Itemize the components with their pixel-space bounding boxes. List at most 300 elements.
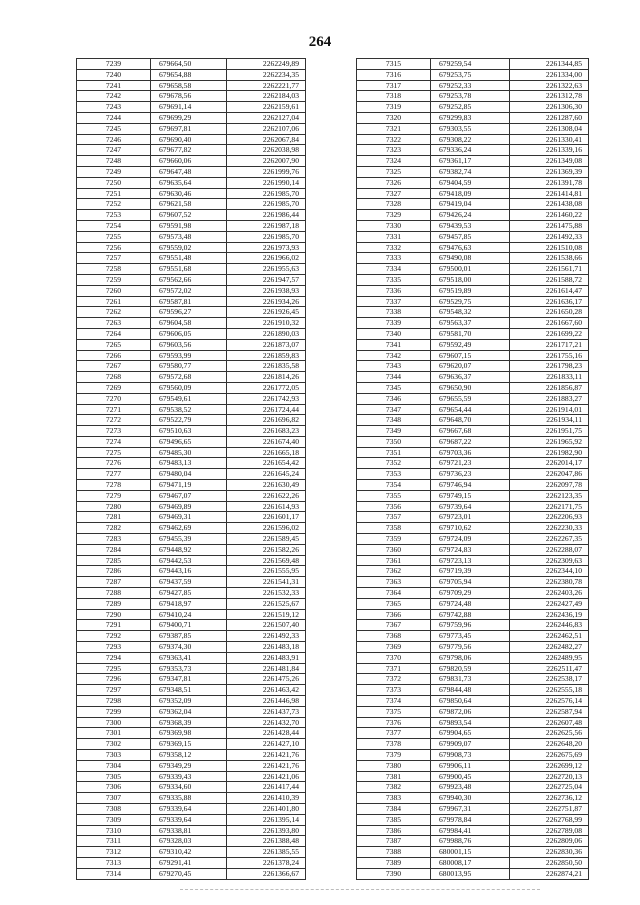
table-row [357, 166, 589, 177]
point-number-cell: 7379 [357, 750, 431, 761]
point-number-cell: 7390 [357, 868, 431, 879]
table-row [357, 814, 589, 825]
table-row [77, 166, 306, 177]
point-number-cell: 7388 [357, 847, 431, 858]
point-number-cell: 7307 [77, 793, 151, 804]
point-number-cell: 7277 [77, 469, 151, 480]
point-number-cell: 7266 [77, 350, 151, 361]
table-row [77, 825, 306, 836]
table-row [357, 156, 589, 167]
table-row [357, 210, 589, 221]
table-row [77, 577, 306, 588]
table-row [77, 253, 306, 264]
table-row [357, 112, 589, 123]
point-number-cell: 7360 [357, 544, 431, 555]
table-row [77, 220, 306, 231]
x-coordinate-cell: 679387,85 [151, 631, 227, 642]
point-number-cell: 7336 [357, 285, 431, 296]
table-row [77, 631, 306, 642]
point-number-cell: 7258 [77, 264, 151, 275]
point-number-cell: 7311 [77, 836, 151, 847]
y-coordinate-cell: 2261532,33 [227, 588, 306, 599]
y-coordinate-cell: 2261569,48 [227, 555, 306, 566]
x-coordinate-cell: 679560,09 [151, 382, 227, 393]
table-row [77, 469, 306, 480]
x-coordinate-cell: 679418,09 [431, 188, 510, 199]
point-number-cell: 7348 [357, 415, 431, 426]
table-row [357, 102, 589, 113]
table-row [357, 642, 589, 653]
x-coordinate-cell: 679490,08 [431, 253, 510, 264]
x-coordinate-cell: 679353,73 [151, 663, 227, 674]
point-number-cell: 7321 [357, 123, 431, 134]
table-row [357, 415, 589, 426]
table-row [357, 134, 589, 145]
point-number-cell: 7344 [357, 372, 431, 383]
y-coordinate-cell: 2262206,93 [510, 512, 589, 523]
point-number-cell: 7377 [357, 728, 431, 739]
table-row [357, 372, 589, 383]
table-row [357, 868, 589, 879]
y-coordinate-cell: 2261330,41 [510, 134, 589, 145]
y-coordinate-cell: 2261965,92 [510, 436, 589, 447]
table-row [357, 598, 589, 609]
x-coordinate-cell: 679581,70 [431, 328, 510, 339]
y-coordinate-cell: 2262555,18 [510, 685, 589, 696]
y-coordinate-cell: 2262344,10 [510, 566, 589, 577]
y-coordinate-cell: 2261934,26 [227, 296, 306, 307]
x-coordinate-cell: 679636,37 [431, 372, 510, 383]
x-coordinate-cell: 679400,71 [151, 620, 227, 631]
x-coordinate-cell: 679658,58 [151, 80, 227, 91]
table-row [357, 242, 589, 253]
x-coordinate-cell: 679872,06 [431, 706, 510, 717]
y-coordinate-cell: 2261982,90 [510, 447, 589, 458]
table-row [77, 814, 306, 825]
x-coordinate-cell: 679739,64 [431, 501, 510, 512]
table-row [357, 620, 589, 631]
x-coordinate-cell: 679759,96 [431, 620, 510, 631]
point-number-cell: 7254 [77, 220, 151, 231]
point-number-cell: 7284 [77, 544, 151, 555]
point-number-cell: 7245 [77, 123, 151, 134]
point-number-cell: 7326 [357, 177, 431, 188]
point-number-cell: 7316 [357, 69, 431, 80]
y-coordinate-cell: 2261421,76 [227, 760, 306, 771]
y-coordinate-cell: 2261665,18 [227, 447, 306, 458]
y-coordinate-cell: 2261492,33 [510, 231, 589, 242]
point-number-cell: 7327 [357, 188, 431, 199]
x-coordinate-cell: 679419,04 [431, 199, 510, 210]
table-row [357, 285, 589, 296]
y-coordinate-cell: 2261349,08 [510, 156, 589, 167]
point-number-cell: 7274 [77, 436, 151, 447]
x-coordinate-cell: 679909,07 [431, 739, 510, 750]
x-coordinate-cell: 679467,07 [151, 490, 227, 501]
y-coordinate-cell: 2261985,70 [227, 231, 306, 242]
x-coordinate-cell: 679427,85 [151, 588, 227, 599]
point-number-cell: 7331 [357, 231, 431, 242]
x-coordinate-cell: 679348,51 [151, 685, 227, 696]
table-row [357, 220, 589, 231]
y-coordinate-cell: 2261507,40 [227, 620, 306, 631]
table-row [77, 231, 306, 242]
table-row [357, 523, 589, 534]
x-coordinate-cell: 679270,45 [151, 868, 227, 879]
y-coordinate-cell: 2262751,87 [510, 803, 589, 814]
x-coordinate-cell: 679483,13 [151, 458, 227, 469]
x-coordinate-cell: 679572,02 [151, 285, 227, 296]
y-coordinate-cell: 2262699,12 [510, 760, 589, 771]
x-coordinate-cell: 680001,15 [431, 847, 510, 858]
x-coordinate-cell: 679978,84 [431, 814, 510, 825]
table-row [77, 620, 306, 631]
y-coordinate-cell: 2261614,93 [227, 501, 306, 512]
table-row [77, 685, 306, 696]
point-number-cell: 7363 [357, 577, 431, 588]
point-number-cell: 7301 [77, 728, 151, 739]
table-row [77, 328, 306, 339]
y-coordinate-cell: 2262427,49 [510, 598, 589, 609]
y-coordinate-cell: 2261555,95 [227, 566, 306, 577]
table-row [357, 696, 589, 707]
point-number-cell: 7352 [357, 458, 431, 469]
x-coordinate-cell: 679664,50 [151, 59, 227, 70]
y-coordinate-cell: 2262511,47 [510, 663, 589, 674]
point-number-cell: 7315 [357, 59, 431, 70]
point-number-cell: 7372 [357, 674, 431, 685]
x-coordinate-cell: 679339,64 [151, 803, 227, 814]
point-number-cell: 7292 [77, 631, 151, 642]
table-row [77, 642, 306, 653]
table-row [77, 350, 306, 361]
x-coordinate-cell: 679522,79 [151, 415, 227, 426]
x-coordinate-cell: 679724,83 [431, 544, 510, 555]
table-row [77, 307, 306, 318]
y-coordinate-cell: 2261287,60 [510, 112, 589, 123]
y-coordinate-cell: 2261427,10 [227, 739, 306, 750]
y-coordinate-cell: 2262874,21 [510, 868, 589, 879]
y-coordinate-cell: 2262587,94 [510, 706, 589, 717]
table-row [77, 382, 306, 393]
x-coordinate-cell: 679253,75 [431, 69, 510, 80]
x-coordinate-cell: 679496,65 [151, 436, 227, 447]
point-number-cell: 7351 [357, 447, 431, 458]
point-number-cell: 7350 [357, 436, 431, 447]
table-row [77, 426, 306, 437]
table-row [77, 145, 306, 156]
y-coordinate-cell: 2261589,45 [227, 534, 306, 545]
y-coordinate-cell: 2262047,86 [510, 469, 589, 480]
x-coordinate-cell: 679538,52 [151, 404, 227, 415]
x-coordinate-cell: 679591,98 [151, 220, 227, 231]
x-coordinate-cell: 679361,17 [431, 156, 510, 167]
point-number-cell: 7270 [77, 393, 151, 404]
point-number-cell: 7341 [357, 339, 431, 350]
x-coordinate-cell: 679655,59 [431, 393, 510, 404]
x-coordinate-cell: 679654,88 [151, 69, 227, 80]
x-coordinate-cell: 679650,90 [431, 382, 510, 393]
point-number-cell: 7376 [357, 717, 431, 728]
point-number-cell: 7330 [357, 220, 431, 231]
point-number-cell: 7246 [77, 134, 151, 145]
x-coordinate-cell: 679363,41 [151, 652, 227, 663]
table-row [357, 59, 589, 70]
table-row [77, 534, 306, 545]
table-row [357, 469, 589, 480]
point-number-cell: 7332 [357, 242, 431, 253]
y-coordinate-cell: 2261582,26 [227, 544, 306, 555]
point-number-cell: 7355 [357, 490, 431, 501]
table-row [357, 436, 589, 447]
x-coordinate-cell: 679699,29 [151, 112, 227, 123]
table-row [77, 69, 306, 80]
table-row [77, 782, 306, 793]
x-coordinate-cell: 679519,89 [431, 285, 510, 296]
y-coordinate-cell: 2261561,71 [510, 264, 589, 275]
point-number-cell: 7276 [77, 458, 151, 469]
x-coordinate-cell: 679844,48 [431, 685, 510, 696]
point-number-cell: 7269 [77, 382, 151, 393]
y-coordinate-cell: 2261926,45 [227, 307, 306, 318]
point-number-cell: 7353 [357, 469, 431, 480]
point-number-cell: 7356 [357, 501, 431, 512]
point-number-cell: 7281 [77, 512, 151, 523]
y-coordinate-cell: 2262648,20 [510, 739, 589, 750]
x-coordinate-cell: 679410,24 [151, 609, 227, 620]
y-coordinate-cell: 2262014,17 [510, 458, 589, 469]
table-row [357, 512, 589, 523]
y-coordinate-cell: 2261856,87 [510, 382, 589, 393]
x-coordinate-cell: 679721,23 [431, 458, 510, 469]
point-number-cell: 7329 [357, 210, 431, 221]
x-coordinate-cell: 679572,68 [151, 372, 227, 383]
coordinates-table-body [357, 59, 589, 880]
y-coordinate-cell: 2262789,08 [510, 825, 589, 836]
y-coordinate-cell: 2262850,50 [510, 857, 589, 868]
coordinates-table-right [356, 58, 589, 880]
y-coordinate-cell: 2261446,98 [227, 696, 306, 707]
point-number-cell: 7288 [77, 588, 151, 599]
y-coordinate-cell: 2261833,11 [510, 372, 589, 383]
y-coordinate-cell: 2262221,77 [227, 80, 306, 91]
x-coordinate-cell: 679291,41 [151, 857, 227, 868]
point-number-cell: 7320 [357, 112, 431, 123]
y-coordinate-cell: 2262097,78 [510, 480, 589, 491]
x-coordinate-cell: 679328,03 [151, 836, 227, 847]
table-row [77, 696, 306, 707]
y-coordinate-cell: 2261717,21 [510, 339, 589, 350]
point-number-cell: 7367 [357, 620, 431, 631]
y-coordinate-cell: 2261724,44 [227, 404, 306, 415]
point-number-cell: 7282 [77, 523, 151, 534]
table-row [357, 264, 589, 275]
y-coordinate-cell: 2262159,61 [227, 102, 306, 113]
x-coordinate-cell: 679630,46 [151, 188, 227, 199]
y-coordinate-cell: 2261622,26 [227, 490, 306, 501]
point-number-cell: 7368 [357, 631, 431, 642]
y-coordinate-cell: 2261938,93 [227, 285, 306, 296]
point-number-cell: 7285 [77, 555, 151, 566]
y-coordinate-cell: 2261385,55 [227, 847, 306, 858]
x-coordinate-cell: 679779,56 [431, 642, 510, 653]
y-coordinate-cell: 2261955,63 [227, 264, 306, 275]
x-coordinate-cell: 679404,59 [431, 177, 510, 188]
x-coordinate-cell: 679352,09 [151, 696, 227, 707]
table-row [357, 825, 589, 836]
x-coordinate-cell: 679606,05 [151, 328, 227, 339]
point-number-cell: 7361 [357, 555, 431, 566]
point-number-cell: 7328 [357, 199, 431, 210]
y-coordinate-cell: 2261859,83 [227, 350, 306, 361]
table-row [77, 750, 306, 761]
x-coordinate-cell: 679252,85 [431, 102, 510, 113]
table-row [357, 728, 589, 739]
y-coordinate-cell: 2261366,67 [227, 868, 306, 879]
x-coordinate-cell: 679548,32 [431, 307, 510, 318]
x-coordinate-cell: 679620,07 [431, 361, 510, 372]
point-number-cell: 7359 [357, 534, 431, 545]
table-row [77, 739, 306, 750]
y-coordinate-cell: 2262107,06 [227, 123, 306, 134]
y-coordinate-cell: 2261322,63 [510, 80, 589, 91]
x-coordinate-cell: 679660,06 [151, 156, 227, 167]
table-row [357, 307, 589, 318]
y-coordinate-cell: 2261492,33 [227, 631, 306, 642]
y-coordinate-cell: 2262007,90 [227, 156, 306, 167]
table-row [77, 372, 306, 383]
point-number-cell: 7318 [357, 91, 431, 102]
point-number-cell: 7265 [77, 339, 151, 350]
y-coordinate-cell: 2261873,07 [227, 339, 306, 350]
table-row [357, 717, 589, 728]
x-coordinate-cell: 679723,13 [431, 555, 510, 566]
point-number-cell: 7347 [357, 404, 431, 415]
point-number-cell: 7382 [357, 782, 431, 793]
y-coordinate-cell: 2261986,44 [227, 210, 306, 221]
y-coordinate-cell: 2261410,39 [227, 793, 306, 804]
point-number-cell: 7302 [77, 739, 151, 750]
y-coordinate-cell: 2261683,23 [227, 426, 306, 437]
y-coordinate-cell: 2261742,93 [227, 393, 306, 404]
table-row [357, 555, 589, 566]
y-coordinate-cell: 2261654,42 [227, 458, 306, 469]
x-coordinate-cell: 679418,97 [151, 598, 227, 609]
point-number-cell: 7343 [357, 361, 431, 372]
y-coordinate-cell: 2261650,28 [510, 307, 589, 318]
y-coordinate-cell: 2261417,44 [227, 782, 306, 793]
x-coordinate-cell: 679518,00 [431, 274, 510, 285]
point-number-cell: 7249 [77, 166, 151, 177]
table-row [77, 868, 306, 879]
x-coordinate-cell: 680013,95 [431, 868, 510, 879]
point-number-cell: 7259 [77, 274, 151, 285]
x-coordinate-cell: 679457,85 [431, 231, 510, 242]
table-row [77, 318, 306, 329]
y-coordinate-cell: 2261699,22 [510, 328, 589, 339]
y-coordinate-cell: 2262446,83 [510, 620, 589, 631]
point-number-cell: 7386 [357, 825, 431, 836]
point-number-cell: 7244 [77, 112, 151, 123]
table-row [357, 188, 589, 199]
point-number-cell: 7319 [357, 102, 431, 113]
point-number-cell: 7354 [357, 480, 431, 491]
point-number-cell: 7250 [77, 177, 151, 188]
table-row [77, 609, 306, 620]
point-number-cell: 7312 [77, 847, 151, 858]
y-coordinate-cell: 2262123,35 [510, 490, 589, 501]
y-coordinate-cell: 2262267,35 [510, 534, 589, 545]
table-row [357, 350, 589, 361]
table-row [77, 210, 306, 221]
y-coordinate-cell: 2262720,13 [510, 771, 589, 782]
table-row [357, 480, 589, 491]
x-coordinate-cell: 679984,41 [431, 825, 510, 836]
point-number-cell: 7299 [77, 706, 151, 717]
x-coordinate-cell: 679485,30 [151, 447, 227, 458]
x-coordinate-cell: 679906,11 [431, 760, 510, 771]
table-row [357, 361, 589, 372]
table-row [77, 188, 306, 199]
y-coordinate-cell: 2261985,70 [227, 188, 306, 199]
x-coordinate-cell: 679820,59 [431, 663, 510, 674]
table-row [357, 426, 589, 437]
table-row [357, 393, 589, 404]
y-coordinate-cell: 2261541,31 [227, 577, 306, 588]
y-coordinate-cell: 2262482,27 [510, 642, 589, 653]
x-coordinate-cell: 679607,52 [151, 210, 227, 221]
x-coordinate-cell: 679303,55 [431, 123, 510, 134]
y-coordinate-cell: 2261481,84 [227, 663, 306, 674]
table-row [357, 685, 589, 696]
y-coordinate-cell: 2262184,03 [227, 91, 306, 102]
point-number-cell: 7313 [77, 857, 151, 868]
y-coordinate-cell: 2261835,58 [227, 361, 306, 372]
table-row [357, 566, 589, 577]
point-number-cell: 7381 [357, 771, 431, 782]
x-coordinate-cell: 679749,15 [431, 490, 510, 501]
x-coordinate-cell: 679967,31 [431, 803, 510, 814]
point-number-cell: 7295 [77, 663, 151, 674]
table-row [77, 242, 306, 253]
y-coordinate-cell: 2261460,22 [510, 210, 589, 221]
table-row [357, 490, 589, 501]
table-row [357, 750, 589, 761]
y-coordinate-cell: 2261630,49 [227, 480, 306, 491]
y-coordinate-cell: 2261966,02 [227, 253, 306, 264]
x-coordinate-cell: 679724,09 [431, 534, 510, 545]
table-row [77, 91, 306, 102]
y-coordinate-cell: 2261378,24 [227, 857, 306, 868]
table-row [77, 134, 306, 145]
table-row [357, 836, 589, 847]
x-coordinate-cell: 679724,48 [431, 598, 510, 609]
y-coordinate-cell: 2261990,14 [227, 177, 306, 188]
y-coordinate-cell: 2261601,17 [227, 512, 306, 523]
y-coordinate-cell: 2261401,80 [227, 803, 306, 814]
y-coordinate-cell: 2262288,07 [510, 544, 589, 555]
x-coordinate-cell: 679635,64 [151, 177, 227, 188]
table-row [77, 771, 306, 782]
x-coordinate-cell: 679703,36 [431, 447, 510, 458]
x-coordinate-cell: 679648,70 [431, 415, 510, 426]
y-coordinate-cell: 2261438,08 [510, 199, 589, 210]
table-row [77, 80, 306, 91]
point-number-cell: 7324 [357, 156, 431, 167]
y-coordinate-cell: 2262309,63 [510, 555, 589, 566]
x-coordinate-cell: 679529,75 [431, 296, 510, 307]
point-number-cell: 7317 [357, 80, 431, 91]
